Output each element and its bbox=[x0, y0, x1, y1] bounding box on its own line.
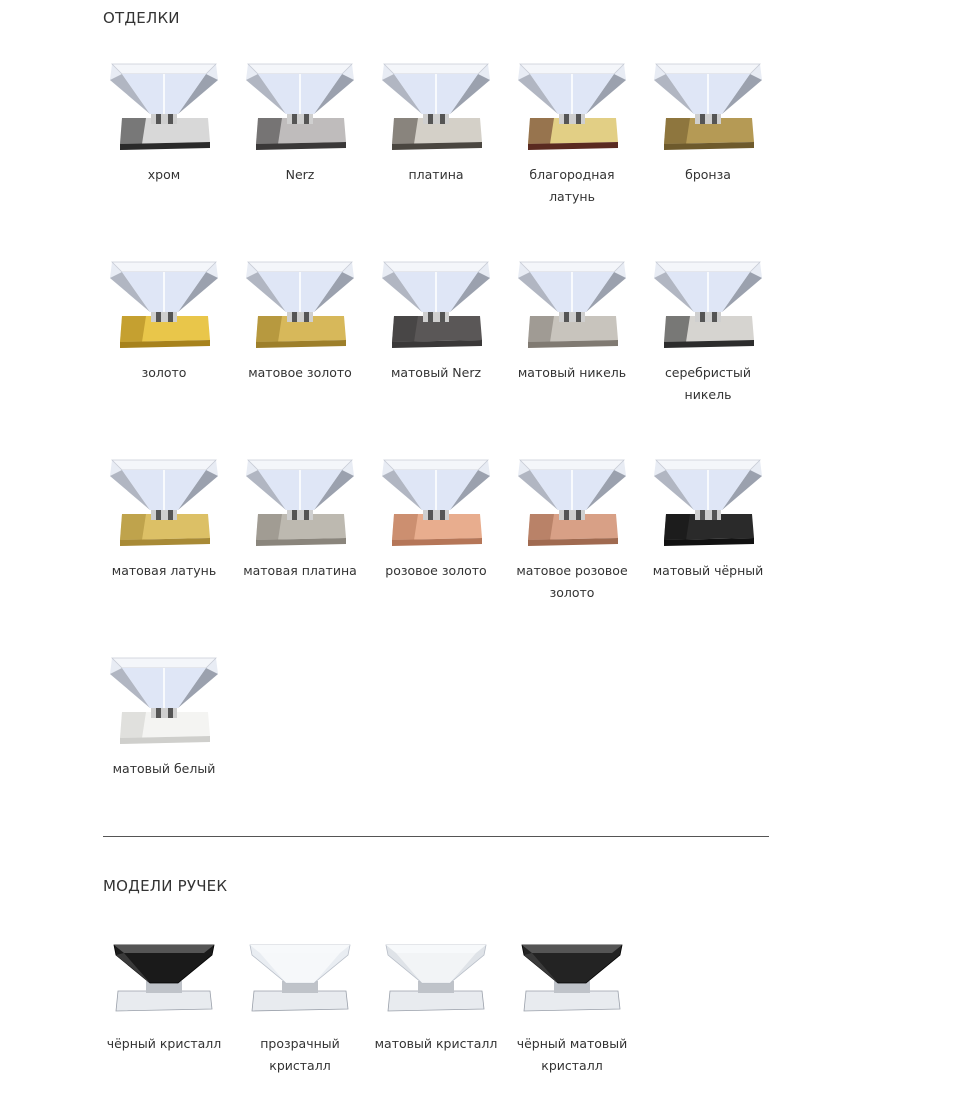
knob-model-image bbox=[242, 925, 358, 1025]
option-label: матовый белый bbox=[112, 761, 216, 776]
finish-option[interactable] bbox=[232, 52, 368, 186]
option-label: матовая латунь bbox=[111, 563, 217, 578]
model-option[interactable] bbox=[504, 925, 640, 1077]
option-label: прозрачный кристалл bbox=[260, 1036, 340, 1073]
models-title: МОДЕЛИ РУЧЕК bbox=[103, 877, 228, 895]
finish-option[interactable] bbox=[96, 52, 232, 186]
model-option[interactable] bbox=[96, 925, 232, 1055]
finish-option[interactable] bbox=[368, 52, 504, 186]
knob-finish-image bbox=[514, 448, 630, 552]
finish-option[interactable] bbox=[640, 448, 776, 582]
knob-finish-image bbox=[650, 52, 766, 156]
finish-option[interactable] bbox=[96, 646, 232, 780]
knob-model-image bbox=[378, 925, 494, 1025]
knob-finish-image bbox=[106, 250, 222, 354]
finish-option[interactable] bbox=[504, 52, 640, 208]
knob-model-image bbox=[514, 925, 630, 1025]
knob-finish-image bbox=[514, 52, 630, 156]
option-label: матовое золото bbox=[248, 365, 352, 380]
knob-model-image bbox=[106, 925, 222, 1025]
knob-finish-image bbox=[378, 250, 494, 354]
option-label: матовый никель bbox=[517, 365, 627, 380]
option-label: золото bbox=[141, 365, 187, 380]
section-divider bbox=[103, 836, 769, 837]
option-label: матовый Nerz bbox=[390, 365, 482, 380]
option-label: благородная латунь bbox=[529, 167, 615, 204]
knob-finish-image bbox=[106, 646, 222, 750]
option-label: хром bbox=[147, 167, 181, 182]
finish-option[interactable] bbox=[504, 448, 640, 604]
finish-option[interactable] bbox=[96, 250, 232, 384]
knob-finish-image bbox=[106, 448, 222, 552]
finish-option[interactable] bbox=[368, 250, 504, 384]
option-label: Nerz bbox=[285, 167, 315, 182]
option-label: серебристый никель bbox=[664, 365, 752, 402]
option-label: матовый кристалл bbox=[374, 1036, 498, 1051]
finish-option[interactable] bbox=[232, 250, 368, 384]
knob-finish-image bbox=[242, 250, 358, 354]
finishes-title: ОТДЕЛКИ bbox=[103, 9, 180, 27]
finish-option[interactable] bbox=[640, 250, 776, 406]
option-label: бронза bbox=[685, 167, 731, 182]
model-option[interactable] bbox=[368, 925, 504, 1055]
finish-option[interactable] bbox=[640, 52, 776, 186]
finish-option[interactable] bbox=[96, 448, 232, 582]
option-label: матовая платина bbox=[243, 563, 357, 578]
option-label: розовое золото bbox=[385, 563, 487, 578]
option-label: чёрный кристалл bbox=[106, 1036, 222, 1051]
option-label: матовый чёрный bbox=[652, 563, 764, 578]
finish-option[interactable] bbox=[368, 448, 504, 582]
model-option[interactable] bbox=[232, 925, 368, 1077]
knob-finish-image bbox=[378, 52, 494, 156]
option-label: матовое розовое золото bbox=[516, 563, 628, 600]
knob-finish-image bbox=[514, 250, 630, 354]
knob-finish-image bbox=[242, 52, 358, 156]
option-label: чёрный матовый кристалл bbox=[516, 1036, 628, 1073]
knob-finish-image bbox=[106, 52, 222, 156]
knob-finish-image bbox=[650, 448, 766, 552]
knob-finish-image bbox=[242, 448, 358, 552]
option-label: платина bbox=[408, 167, 464, 182]
knob-finish-image bbox=[378, 448, 494, 552]
knob-finish-image bbox=[650, 250, 766, 354]
finish-option[interactable] bbox=[504, 250, 640, 384]
finish-option[interactable] bbox=[232, 448, 368, 582]
